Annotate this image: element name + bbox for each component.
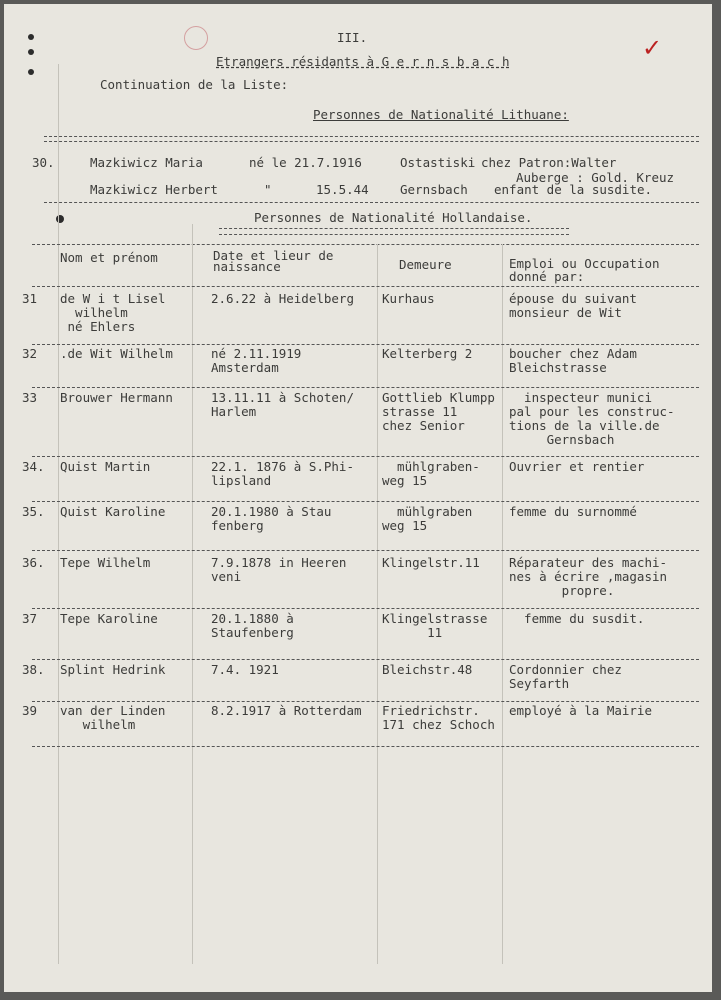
check-mark-icon: ✓ — [642, 34, 663, 62]
divider — [44, 136, 699, 137]
divider — [32, 286, 699, 287]
column-line — [377, 244, 378, 964]
entry-born: 15.5.44 — [316, 182, 369, 197]
residence: Kurhaus — [382, 291, 435, 306]
birth-date-place: 22.1. 1876 à S.Phi- lipsland — [211, 459, 354, 488]
row-divider — [32, 608, 699, 609]
occupation: femme du surnommé — [509, 504, 637, 519]
person-name: Splint Hedrink — [60, 662, 166, 677]
divider — [32, 244, 699, 245]
punch-hole-icon — [28, 69, 34, 75]
divider — [44, 202, 699, 203]
person-name: Quist Martin — [60, 459, 151, 474]
punch-hole-icon — [28, 49, 34, 55]
row-number: 31 — [22, 291, 38, 306]
row-number: 33 — [22, 390, 38, 405]
column-header-name: Nom et prénom — [60, 250, 158, 265]
entry-employer-detail: Auberge : Gold. Kreuz — [516, 170, 675, 185]
residence: mühlgraben- weg 15 — [382, 459, 480, 488]
continuation-label: Continuation de la Liste: — [100, 77, 289, 92]
column-line — [502, 244, 503, 964]
row-number: 38. — [22, 662, 45, 677]
entry-name: Mazkiwicz Herbert — [90, 182, 218, 197]
row-divider — [32, 456, 699, 457]
person-name: van der Linden wilhelm — [60, 703, 166, 732]
margin-line — [58, 64, 59, 964]
divider — [219, 228, 569, 229]
birth-date-place: 7.4. 1921 — [211, 662, 279, 677]
entry-employer: chez Patron:Walter — [481, 155, 617, 170]
occupation: boucher chez Adam Bleichstrasse — [509, 346, 637, 375]
row-divider — [32, 659, 699, 660]
row-divider — [32, 387, 699, 388]
residence: Bleichstr.48 — [382, 662, 473, 677]
occupation: Cordonnier chez Seyfarth — [509, 662, 622, 691]
birth-date-place: 8.2.1917 à Rotterdam — [211, 703, 362, 718]
row-number: 37 — [22, 611, 38, 626]
birth-date-place: 20.1.1880 à Staufenberg — [211, 611, 294, 640]
section-heading-dutch: Personnes de Nationalité Hollandaise. — [254, 210, 533, 225]
residence: mühlgraben weg 15 — [382, 504, 473, 533]
person-name: Tepe Wilhelm — [60, 555, 151, 570]
page-title: Etrangers résidants à G e r n s b a c h — [216, 54, 510, 69]
residence: Klingelstrasse 11 — [382, 611, 488, 640]
row-divider — [32, 550, 699, 551]
section-heading-lithuanian: Personnes de Nationalité Lithuane: — [313, 107, 569, 122]
column-header-birth: Date et lieur de naissance — [213, 248, 334, 274]
divider — [219, 234, 569, 235]
row-number: 32 — [22, 346, 38, 361]
row-divider — [32, 701, 699, 702]
row-number: 39 — [22, 703, 38, 718]
entry-born: né le 21.7.1916 — [249, 155, 362, 170]
column-header-residence: Demeure — [399, 257, 452, 272]
row-divider — [32, 501, 699, 502]
entry-name: Mazkiwicz Maria — [90, 155, 203, 170]
birth-date-place: 2.6.22 à Heidelberg — [211, 291, 354, 306]
column-header-occupation: Emploi ou Occupation donné par: — [509, 256, 660, 284]
occupation: employé à la Mairie — [509, 703, 652, 718]
punch-hole-icon — [28, 34, 34, 40]
ditto-mark: " — [264, 182, 272, 197]
row-number: 34. — [22, 459, 45, 474]
entry-place: Ostastiski — [400, 155, 476, 170]
occupation: femme du susdit. — [509, 611, 645, 626]
person-name: Brouwer Hermann — [60, 390, 173, 405]
entry-number: 30. — [32, 155, 55, 170]
birth-date-place: 13.11.11 à Schoten/ Harlem — [211, 390, 354, 419]
residence: Klingelstr.11 — [382, 555, 480, 570]
pencil-mark-icon — [184, 26, 208, 50]
page-number: III. — [337, 30, 368, 45]
person-name: Quist Karoline — [60, 504, 166, 519]
entry-place: Gernsbach — [400, 182, 468, 197]
divider — [32, 746, 699, 747]
residence: Friedrichstr. 171 chez Schoch — [382, 703, 495, 732]
residence: Kelterberg 2 — [382, 346, 473, 361]
document-page — [4, 4, 712, 992]
row-number: 36. — [22, 555, 45, 570]
column-line — [192, 224, 193, 964]
person-name: Tepe Karoline — [60, 611, 158, 626]
entry-note: enfant de la susdite. — [494, 182, 653, 197]
birth-date-place: 7.9.1878 in Heeren veni — [211, 555, 347, 584]
row-divider — [32, 344, 699, 345]
occupation: épouse du suivant monsieur de Wit — [509, 291, 637, 320]
person-name: .de Wit Wilhelm — [60, 346, 173, 361]
birth-date-place: 20.1.1980 à Stau fenberg — [211, 504, 332, 533]
occupation: inspecteur munici pal pour les construc- tions de la ville.de Gernsbach — [509, 390, 675, 447]
row-number: 35. — [22, 504, 45, 519]
person-name: de W i t Lisel wilhelm né Ehlers — [60, 291, 166, 334]
residence: Gottlieb Klumpp strasse 11 chez Senior — [382, 390, 495, 433]
occupation: Réparateur des machi- nes à écrire ,magasin propre. — [509, 555, 668, 598]
occupation: Ouvrier et rentier — [509, 459, 645, 474]
divider — [44, 141, 699, 142]
birth-date-place: né 2.11.1919 Amsterdam — [211, 346, 302, 375]
